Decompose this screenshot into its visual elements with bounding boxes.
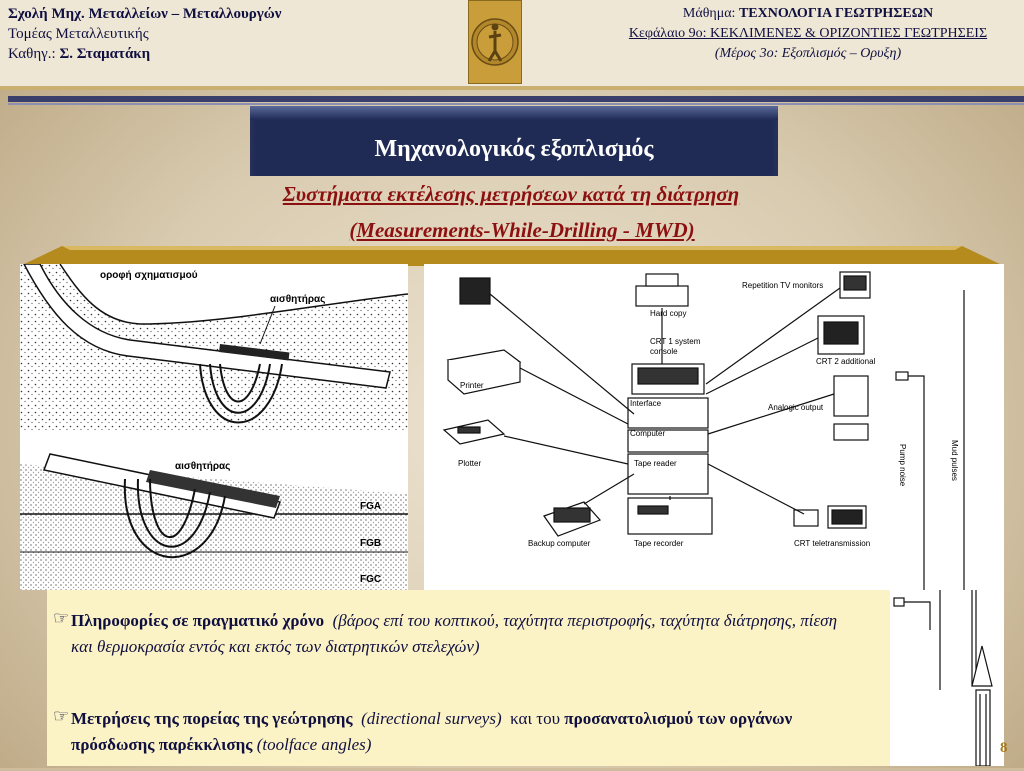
school-name: Σχολή Μηχ. Μεταλλείων – Μεταλλουργών (8, 6, 282, 22)
bullet-realtime-title: Πληροφορίες σε πραγματικό χρόνο (71, 611, 325, 630)
bullet-surveys-and: και του (510, 709, 561, 728)
professor-label: Καθηγ.: (8, 46, 60, 62)
tape-recorder-label: Tape recorder (634, 539, 684, 548)
university-seal-logo (468, 0, 522, 84)
course-name: ΤΕΧΝΟΛΟΓΙΑ ΓΕΩΤΡΗΣΕΩΝ (738, 6, 934, 21)
page-number: 8 (1000, 740, 1008, 756)
backup-label: Backup computer (528, 539, 591, 548)
pump-noise-label: Pump noise (898, 444, 907, 487)
slide-title: Μηχανολογικός εξοπλισμός (374, 136, 654, 162)
computer-label: Computer (630, 429, 666, 438)
department: Τομέας Μεταλλευτικής (8, 26, 149, 42)
header-divider-gold (0, 86, 1024, 90)
wellbore-sensor-diagram (20, 264, 408, 590)
bullet-realtime-detail: (βάρος επί του κοπτικού, ταχύτητα περιστροφής, ταχύτητα διάτρησης, πίεση και θερμοκρασία εντός και εκτός των διατρητικών στελεχών) (71, 611, 837, 656)
header (0, 0, 1024, 86)
printer-label: Printer (460, 381, 484, 390)
analogic-label: Analogic output (768, 403, 824, 412)
fgb-label: FGB (360, 538, 382, 549)
course-info (598, 4, 1018, 64)
bullet-surveys-title: Μετρήσεις της πορείας της γεώτρησης (71, 709, 353, 728)
sensor-label-1: αισθητήρας (270, 294, 326, 305)
drill-string-diagram (890, 590, 1004, 766)
console-label: console (650, 347, 678, 356)
tape-reader-label: Tape reader (634, 459, 677, 468)
bullet-surveys-english: (directional surveys) (361, 709, 502, 728)
professor-name: Σ. Σταματάκη (59, 46, 151, 62)
hardcopy-label: Hard copy (650, 309, 687, 318)
header-divider-thin (8, 103, 1024, 105)
bullet-toolface-english: (toolface angles) (256, 735, 372, 754)
pointing-hand-icon: ☞ (53, 608, 70, 628)
mud-pulses-label: Mud pulses (950, 440, 959, 481)
mwd-system-schematic (424, 264, 1004, 590)
header-divider-navy (8, 96, 1024, 102)
crt-tele-label: CRT teletransmission (794, 539, 871, 548)
subtitle-english: (Measurements-While-Drilling - MWD) (349, 218, 695, 242)
crt2-label: CRT 2 additional (816, 357, 876, 366)
repetition-label: Repetition TV monitors (742, 281, 824, 290)
chapter-title: Κεφάλαιο 9ο: ΚΕΚΛΙΜΕΝΕΣ & ΟΡΙΖΟΝΤΙΕΣ ΓΕΩΤΡΗΣΕΙΣ (628, 26, 988, 41)
course-label: Μάθημα: (682, 6, 739, 21)
pointing-hand-icon: ☞ (53, 706, 70, 726)
part-title: (Μέρος 3ο: Εξοπλισμός – Ορυξη) (714, 46, 902, 61)
interface-label: Interface (630, 399, 662, 408)
bullet-realtime (71, 608, 861, 660)
bullet-surveys (71, 706, 861, 758)
plotter-label: Plotter (458, 459, 482, 468)
fga-label: FGA (360, 501, 382, 512)
sensor-label-2: αισθητήρας (175, 461, 231, 472)
roof-label: οροφή σχηματισμού (100, 270, 198, 281)
crt1-label: CRT 1 system (650, 337, 701, 346)
bullet-toolface-title: προσανατολισμού των οργάνων πρόσδωσης παρέκκλισης (71, 709, 793, 754)
school-info (8, 4, 281, 64)
info-text-box (47, 590, 890, 766)
fgc-label: FGC (360, 574, 382, 585)
subtitle-greek: Συστήματα εκτέλεσης μετρήσεων κατά τη διάτρηση (282, 182, 740, 206)
